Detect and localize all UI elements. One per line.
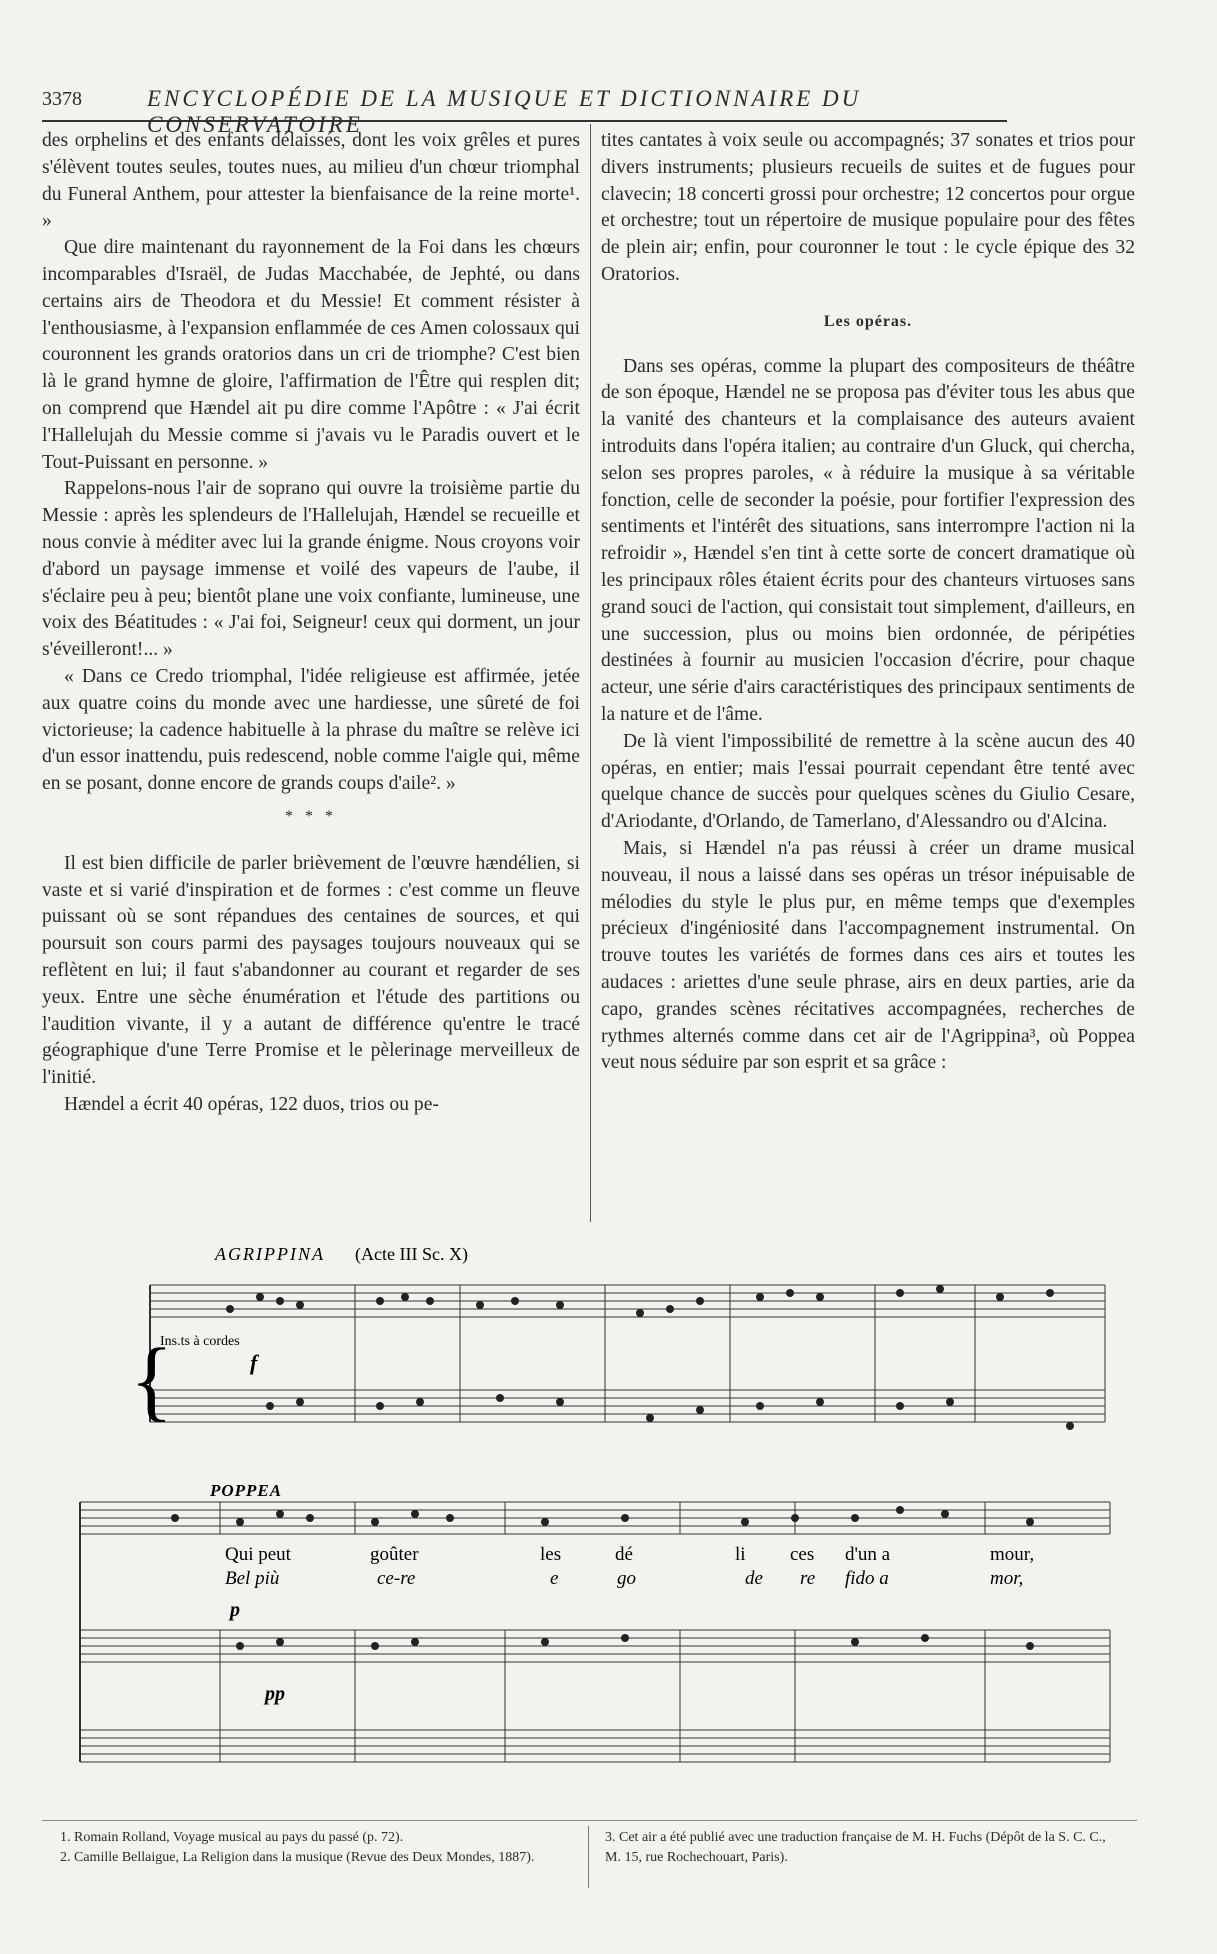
svg-text:dé: dé <box>615 1544 633 1565</box>
paragraph: Rappelons-nous l'air de soprano qui ouvre la troisième partie du Messie : après les splendeurs de l'Hallelujah, Hændel se recueille et nous convie à méditer avec lui la grande énigme. Nous croyons voir d'abord un paysage immense et voilé des vapeurs de l'aube, il s'éclaire peu à peu; bientôt plane une voix confiante, lumineuse, une voix des Béatitudes : « J'ai foi, Seigneur! ceux qui dorment, un jour s'éveilleront!... » <box>42 478 580 661</box>
svg-text:d'un a: d'un a <box>845 1544 891 1565</box>
staff-lines <box>80 1502 1110 1762</box>
svg-text:Qui peut: Qui peut <box>225 1544 291 1565</box>
svg-text:de: de <box>745 1568 763 1589</box>
svg-text:les: les <box>540 1544 562 1565</box>
dynamic-mark: f <box>250 1350 258 1375</box>
svg-text:e: e <box>550 1568 559 1589</box>
svg-text:ces: ces <box>790 1544 815 1565</box>
section-heading: Les opéras. <box>823 312 913 330</box>
paragraph: des orphelins et des enfants délaissés, dont les voix grêles et pures s'élèvent toutes seules, toutes nues, au milieu d'un chœur triomphal du Funeral Anthem, pour attester la bienfaisance de la reine morte¹. » <box>42 130 580 232</box>
svg-text:re: re <box>800 1568 816 1589</box>
footnote: 3. Cet air a été publié avec une traduction française de M. H. Fuchs (Dépôt de la S. C. C., M. 15, rue Rochechouart, Paris). <box>605 1830 1106 1865</box>
staff-lines <box>150 1285 1105 1422</box>
svg-text:go: go <box>617 1568 636 1589</box>
brace: { <box>130 1331 174 1430</box>
svg-text:ce-re: ce-re <box>377 1568 416 1589</box>
instrument-label: Ins.ts à cordes <box>160 1334 240 1349</box>
svg-text:li: li <box>735 1544 746 1565</box>
notes <box>226 1285 1074 1430</box>
score-poppea <box>55 1480 1115 1810</box>
footnote-rule <box>42 1820 1137 1821</box>
score-agrippina <box>120 1240 1120 1465</box>
svg-text:goûter: goûter <box>370 1544 419 1565</box>
paragraph: « Dans ce Credo triomphal, l'idée religieuse est affirmée, jetée aux quatre coins du monde avec une hardiesse, une sûreté de foi victorieuse; la cadence habituelle à la phrase du maître se relève ici d'un essor inattendu, puis redescend, noble comme l'aigle qui, même en se posant, donne encore de grands coups d'aile². » <box>42 665 580 795</box>
dynamic-mark: pp <box>265 1683 285 1705</box>
paragraph: Il est bien difficile de parler brièvement de l'œuvre hændélien, si vaste et si varié d'inspiration et de formes : c'est comme un fleuve puissant où se sont répandues des centaines de sources, et qui poursuit son cours parmi des paysages toujours nouveaux qui se reflètent en lui; il faut s'abandonner au courant et regarder de ses yeux. Entre une sèche énumération et l'étude des partitions ou l'audition vivante, il y a autant de différence qu'entre le tracé géographique d'une Terre Promise et le pèlerinage merveilleux de l'initié. <box>42 852 580 1089</box>
footnotes-right <box>605 1828 1125 1868</box>
svg-text:mour,: mour, <box>990 1544 1035 1565</box>
lyrics-italian <box>225 1568 1023 1589</box>
score-act: (Acte III Sc. X) <box>355 1244 468 1264</box>
page-header <box>42 86 1007 137</box>
notes <box>171 1506 1034 1650</box>
paragraph: Mais, si Hændel n'a pas réussi à créer un drame musical nouveau, il nous a laissé dans ses opéras un trésor inépuisable de mélodies du style le plus pur, en même temps que d'exemples précieux d'ingéniosité dans l'accompagnement instrumental. On trouve toutes les variétés de formes dans ces airs et toutes les audaces : ariettes d'une seule phrase, airs en deux parties, arie da capo, grandes scènes récitatives accompagnées, recherches de rythmes alternés comme dans cet air de l'Agrippina³, où Poppea veut nous séduire par son esprit et sa grâce : <box>601 837 1135 1074</box>
svg-text:Bel più: Bel più <box>225 1568 280 1589</box>
page-number: 3378 <box>42 88 82 110</box>
paragraph: Hændel a écrit 40 opéras, 122 duos, trios ou pe- <box>64 1093 439 1115</box>
svg-text:fido a: fido a <box>845 1568 889 1589</box>
footnote: 2. Camille Bellaigue, La Religion dans la musique (Revue des Deux Mondes, 1887). <box>60 1850 535 1865</box>
dynamic-mark: p <box>230 1599 240 1621</box>
paragraph: tites cantates à voix seule ou accompagnés; 37 sonates et trios pour divers instruments; plusieurs recueils de suites et de fugues pour clavecin; 18 concerti grossi pour orchestre; 12 concertos pour orgue et orchestre; tout un répertoire de musique populaire pour des fêtes de plein air; enfin, pour couronner le tout : le cycle épique des 32 Oratorios. <box>601 130 1135 285</box>
svg-text:mor,: mor, <box>990 1568 1024 1589</box>
column-divider <box>590 124 591 1222</box>
right-column <box>601 128 1135 1077</box>
running-title: ENCYCLOPÉDIE DE LA MUSIQUE ET DICTIONNAIRE DU CONSERVATOIRE <box>147 86 862 137</box>
score-title: AGRIPPINA <box>215 1244 325 1264</box>
paragraph: De là vient l'impossibilité de remettre à la scène aucun des 40 opéras, en entier; mais l'essai pourrait cependant être tenté avec quelque chance de succès pour quelques scènes du Giulio Cesare, d'Ariodante, d'Orlando, de Tamerlano, d'Alessandro ou d'Alcina. <box>601 730 1135 833</box>
lyrics-french <box>225 1544 1034 1565</box>
footnotes-left <box>60 1828 575 1868</box>
footnote: 1. Romain Rolland, Voyage musical au pays du passé (p. 72). <box>60 1830 404 1845</box>
paragraph: Que dire maintenant du rayonnement de la Foi dans les chœurs incomparables d'Israël, de Judas Macchabée, de Jephté, ou dans certains airs de Theodora et du Messie! Et comment résister à l'enthousiasme, à l'expansion enflammée de ces Amen colossaux qui couronnent les grands oratorios dans un cri de triomphe? C'est bien là le grand hymne de gloire, l'affirmation de l'Être qui resplen dit; on comprend que Hændel ait pu dire comme l'Apôtre : « J'ai écrit l'Hallelujah du Messie comme si j'avais vu le Paradis ouvert et le Tout-Puissant en personne. » <box>42 237 580 473</box>
footnote-divider <box>588 1826 589 1888</box>
paragraph: Dans ses opéras, comme la plupart des compositeurs de théâtre de son époque, Hændel ne se proposa pas d'éviter tous les abus que la vanité des chanteurs et la complaisance des auteurs avaient introduits dans l'opéra italien; au contraire d'un Gluck, qui chercha, selon ses propres paroles, « à réduire la musique à sa véritable fonction, celle de seconder la poésie, pour fortifier l'expression des sentiments et l'intérêt des situations, sans interrompre l'action ni la refroidir », Hændel s'en tint à cette sorte de concert dramatique où les principaux rôles étaient écrits pour des chanteurs virtuoses sans grand souci de l'action, qui consistait tout simplement, d'ailleurs, en une succession, plus ou moins bien ordonnée, de péripéties destinées à fournir au musicien l'occasion d'écrire, pour chaque acteur, une série d'airs caractéristiques des principaux sentiments de la nature et de l'âme. <box>601 355 1135 725</box>
section-break: * * * <box>285 807 337 825</box>
voice-label: POPPEA <box>210 1481 283 1500</box>
left-column <box>42 128 580 1119</box>
